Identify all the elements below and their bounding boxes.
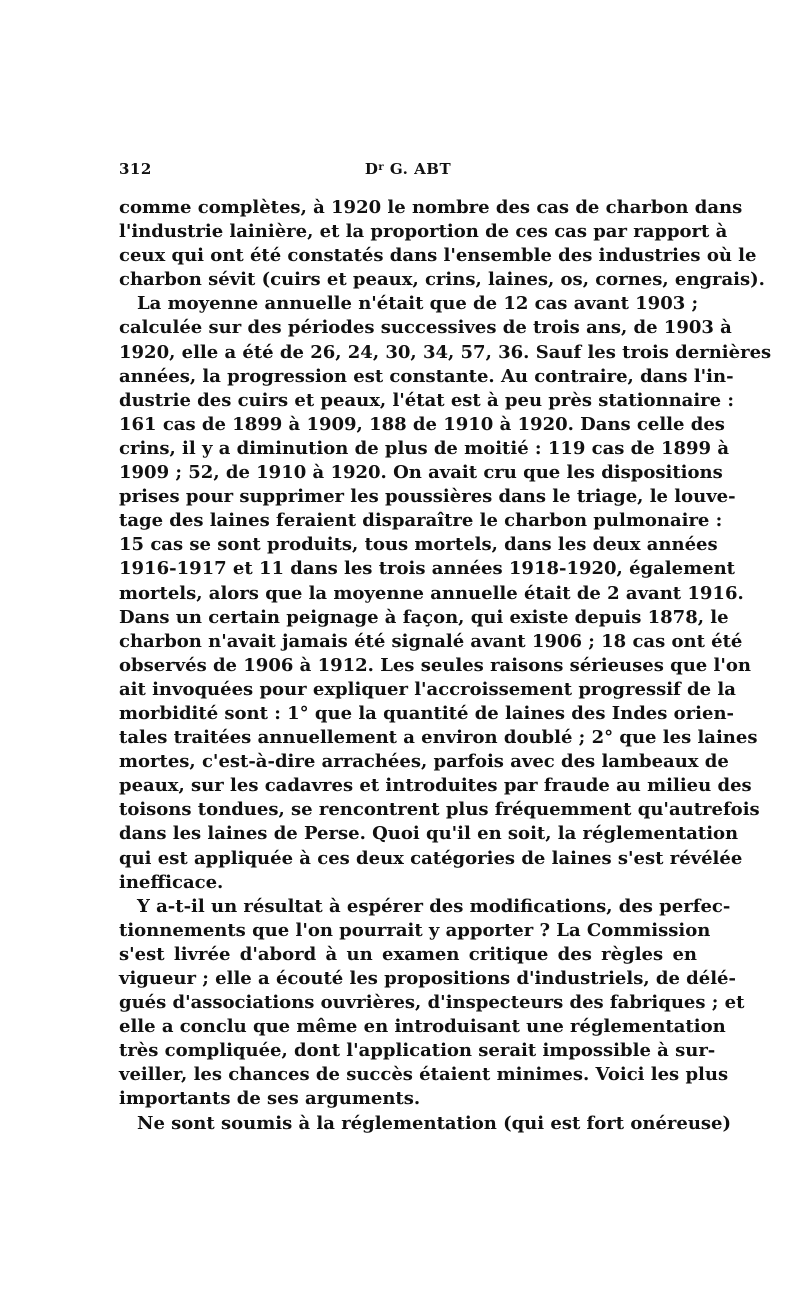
text-line: La moyenne annuelle n'était que de 12 cas avant 1903 ; <box>137 293 699 315</box>
text-line: elle a conclu que même en introduisant une réglementation <box>119 1016 726 1038</box>
page-number: 312 <box>119 160 152 178</box>
author-name: G. ABT <box>389 160 452 178</box>
text-line: crins, il y a diminution de plus de moitié : 119 cas de 1899 à <box>119 437 730 459</box>
body-text <box>119 196 772 1136</box>
text-line: mortes, c'est-à-dire arrachées, parfois avec des lambeaux de <box>119 751 729 773</box>
text-line: gués d'associations ouvrières, d'inspecteurs des fabriques ; et <box>119 992 745 1014</box>
text-line: 15 cas se sont produits, tous mortels, dans les deux années <box>119 534 718 556</box>
text-line: dans les laines de Perse. Quoi qu'il en soit, la réglementation <box>119 823 739 845</box>
text-line: s'est livrée d'abord à un examen critique des règles en <box>119 943 697 965</box>
text-line: toisons tondues, se rencontrent plus fréquemment qu'autrefois <box>119 799 760 821</box>
text-line: inefficace. <box>119 871 224 893</box>
text-line: Ne sont soumis à la réglementation (qui est fort onéreuse) <box>137 1112 732 1134</box>
text-line: importants de ses arguments. <box>119 1088 421 1110</box>
text-line: ait invoquées pour expliquer l'accroissement progressif de la <box>119 678 736 700</box>
text-line: charbon n'avait jamais été signalé avant 1906 ; 18 cas ont été <box>119 630 743 652</box>
text-line: vigueur ; elle a écouté les propositions d'industriels, de délé- <box>119 968 736 989</box>
text-line: charbon sévit (cuirs et peaux, crins, laines, os, cornes, engrais). <box>119 269 765 291</box>
text-line: 161 cas de 1899 à 1909, 188 de 1910 à 1920. Dans celle des <box>119 413 725 435</box>
text-line: tales traitées annuellement a environ doublé ; 2° que les laines <box>119 727 758 749</box>
text-line: tionnements que l'on pourrait y apporter ? La Commission <box>119 919 711 941</box>
text-line: prises pour supprimer les poussières dans le triage, le louve- <box>119 486 736 508</box>
text-line: comme complètes, à 1920 le nombre des cas de charbon dans <box>119 197 743 218</box>
author-title-suffix: r <box>378 162 385 173</box>
text-line: morbidité sont : 1° que la quantité de laines des Indes orien- <box>119 702 734 724</box>
text-line: dustrie des cuirs et peaux, l'état est à peu près stationnaire : <box>119 389 735 411</box>
author-header <box>119 160 697 178</box>
text-line: 1920, elle a été de 26, 24, 30, 34, 57, 36. Sauf les trois dernières <box>119 341 772 363</box>
running-head <box>119 160 697 184</box>
text-line: 1916-1917 et 11 dans les trois années 1918-1920, également <box>119 558 735 580</box>
text-line: veiller, les chances de succès étaient minimes. Voici les plus <box>119 1064 729 1086</box>
text-line: Y a-t-il un résultat à espérer des modifications, des perfec- <box>137 895 731 917</box>
text-line: Dans un certain peignage à façon, qui existe depuis 1878, le <box>119 606 729 628</box>
text-line: tage des laines feraient disparaître le charbon pulmonaire : <box>119 510 723 532</box>
text-line: peaux, sur les cadavres et introduites par fraude au milieu des <box>119 775 752 797</box>
text-line: 1909 ; 52, de 1910 à 1920. On avait cru que les dispositions <box>119 462 723 484</box>
text-line: mortels, alors que la moyenne annuelle était de 2 avant 1916. <box>119 582 744 604</box>
text-line: calculée sur des périodes successives de trois ans, de 1903 à <box>119 317 732 339</box>
author-title: D <box>364 160 379 178</box>
text-line: années, la progression est constante. Au contraire, dans l'in- <box>119 365 734 387</box>
text-line: très compliquée, dont l'application serait impossible à sur- <box>119 1040 716 1062</box>
text-line: l'industrie lainière, et la proportion de ces cas par rapport à <box>119 221 728 243</box>
text-line: qui est appliquée à ces deux catégories de laines s'est révélée <box>119 847 743 869</box>
text-line: observés de 1906 à 1912. Les seules raisons sérieuses que l'on <box>119 654 751 676</box>
text-line: ceux qui ont été constatés dans l'ensemble des industries où le <box>119 245 757 267</box>
